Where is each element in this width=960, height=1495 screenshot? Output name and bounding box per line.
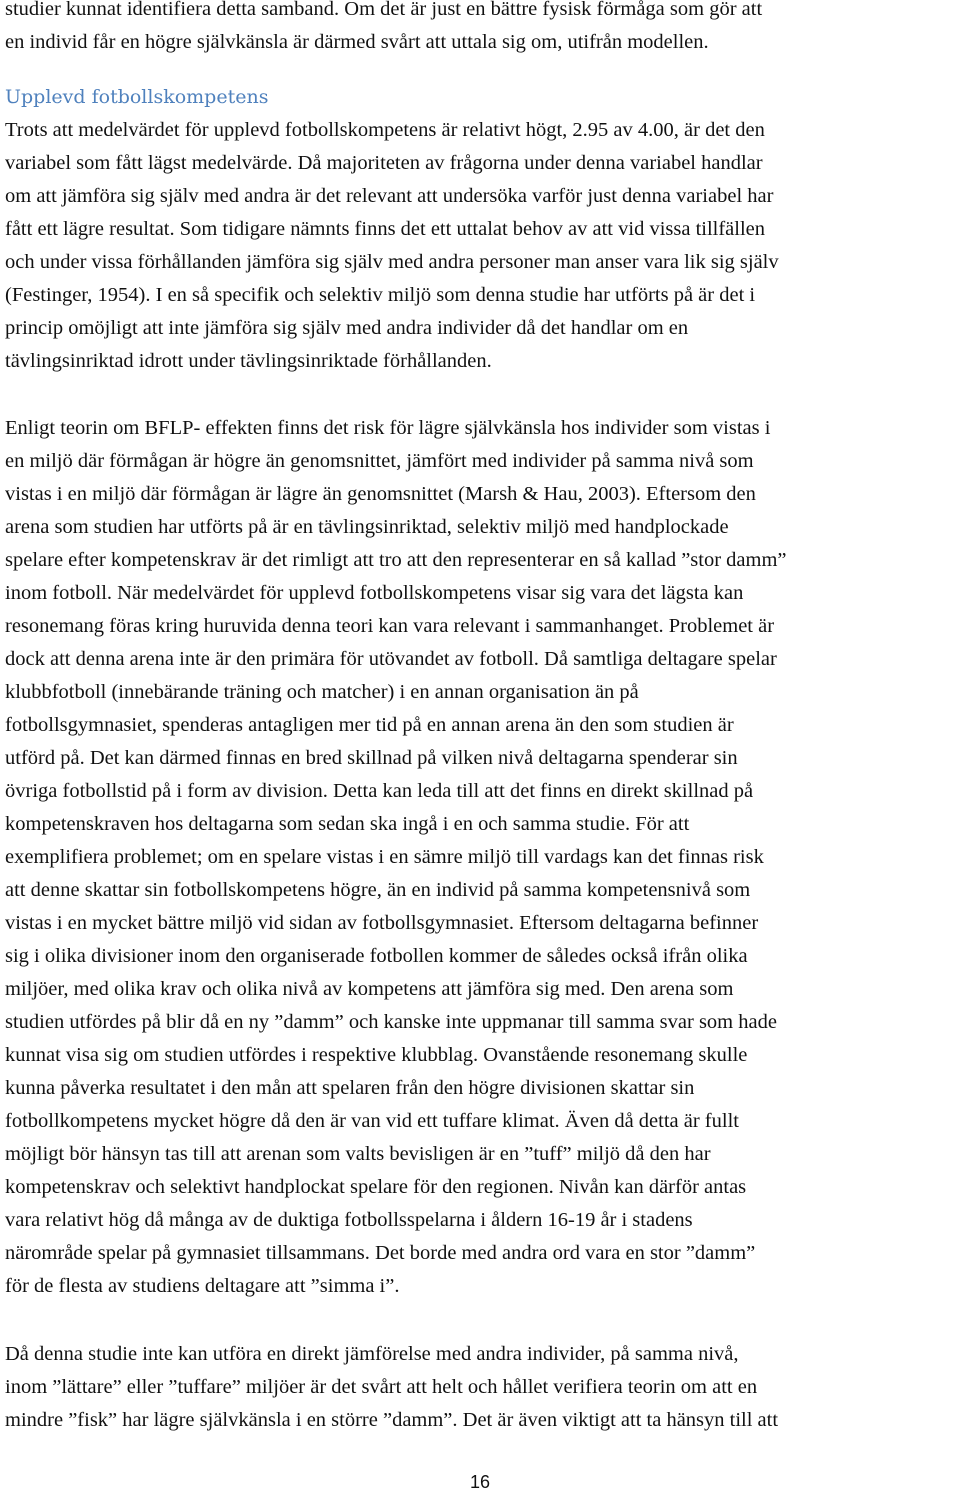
text-line: miljöer, med olika krav och olika nivå av kompetens att jämföra sig med. Den arena som bbox=[5, 978, 734, 1000]
text-line: Enligt teorin om BFLP- effekten finns det risk för lägre självkänsla hos individer som vistas i bbox=[5, 417, 771, 439]
text-line: Då denna studie inte kan utföra en direkt jämförelse med andra individer, på samma nivå, bbox=[5, 1343, 739, 1365]
text-line: variabel som fått lägst medelvärde. Då majoriteten av frågorna under denna variabel handlar bbox=[5, 152, 763, 174]
text-line: möjligt bör hänsyn tas till att arenan som valts bevisligen är en ”tuff” miljö då den har bbox=[5, 1143, 711, 1165]
text-line: för de flesta av studiens deltagare att ”simma i”. bbox=[5, 1275, 400, 1297]
text-line: arena som studien har utförts på är en tävlingsinriktad, selektiv miljö med handplockade bbox=[5, 516, 729, 538]
section-heading: Upplevd fotbollskompetens bbox=[5, 86, 269, 108]
text-line: vara relativt hög då många av de duktiga fotbollsspelarna i åldern 16-19 år i stadens bbox=[5, 1209, 693, 1231]
text-line: utförd på. Det kan därmed finnas en bred skillnad på vilken nivå deltagarna spenderar sin bbox=[5, 747, 738, 769]
text-line: fotbollkompetens mycket högre då den är van vid ett tuffare klimat. Även då detta är fullt bbox=[5, 1110, 739, 1132]
text-line: (Festinger, 1954). I en så specifik och selektiv miljö som denna studie har utförts på är det i bbox=[5, 284, 756, 306]
text-line: dock att denna arena inte är den primära för utövandet av fotboll. Då samtliga deltagare spelar bbox=[5, 648, 777, 670]
text-line: vistas i en mycket bättre miljö vid sidan av fotbollsgymnasiet. Eftersom deltagarna befinner bbox=[5, 912, 759, 934]
page-number: 16 bbox=[469, 1472, 491, 1492]
text-line: sig i olika divisioner inom den organiserade fotbollen kommer de således också ifrån olika bbox=[5, 945, 748, 967]
text-line: övriga fotbollstid på i form av division. Detta kan leda till att det finns en direkt skillnad på bbox=[5, 780, 754, 802]
text-line: tävlingsinriktad idrott under tävlingsinriktade förhållanden. bbox=[5, 350, 492, 372]
text-line: kompetenskrav och selektivt handplockat spelare för den regionen. Nivån kan därför antas bbox=[5, 1176, 747, 1198]
paragraph-bflp bbox=[5, 412, 955, 1303]
text-line: fotbollsgymnasiet, spenderas antagligen mer tid på en annan arena än den som studien är bbox=[5, 714, 734, 736]
text-line: vistas i en miljö där förmågan är lägre än genomsnittet (Marsh & Hau, 2003). Eftersom den bbox=[5, 483, 756, 505]
text-line: kunnat visa sig om studien utfördes i respektive klubblag. Ovanstående resonemang skulle bbox=[5, 1044, 748, 1066]
section-upplevd-fotbollskompetens bbox=[5, 81, 955, 378]
text-line: klubbfotboll (innebärande träning och matcher) i en annan organisation än på bbox=[5, 681, 639, 703]
text-line: Trots att medelvärdet för upplevd fotbollskompetens är relativt högt, 2.95 av 4.00, är det den bbox=[5, 119, 765, 141]
text-line: kunna påverka resultatet i den mån att spelaren från den högre divisionen skattar sin bbox=[5, 1077, 695, 1099]
text-line: en individ får en högre självkänsla är därmed svårt att uttala sig om, utifrån modellen. bbox=[5, 31, 709, 53]
text-line: en miljö där förmågan är högre än genomsnittet, jämfört med individer på samma nivå som bbox=[5, 450, 754, 472]
text-line: inom ”lättare” eller ”tuffare” miljöer är det svårt att helt och hållet verifiera teorin om att en bbox=[5, 1376, 758, 1398]
text-line: princip omöjligt att inte jämföra sig själv med andra individer då det handlar om en bbox=[5, 317, 689, 339]
text-line: exemplifiera problemet; om en spelare vistas i en sämre miljö till vardags kan det finnas risk bbox=[5, 846, 764, 868]
text-line: att denne skattar sin fotbollskompetens högre, än en individ på samma kompetensnivå som bbox=[5, 879, 751, 901]
text-line: kompetenskraven hos deltagarna som sedan ska ingå i en och samma studie. För att bbox=[5, 813, 690, 835]
paragraph-jamforelse bbox=[5, 1338, 955, 1437]
text-line: studier kunnat identifiera detta samband. Om det är just en bättre fysisk förmåga som gör att bbox=[5, 0, 763, 20]
text-line: och under vissa förhållanden jämföra sig själv med andra personer man anser vara lik sig själv bbox=[5, 251, 779, 273]
text-line: studien utfördes på blir då en ny ”damm” och kanske inte uppmanar till samma svar som hade bbox=[5, 1011, 777, 1033]
intro-paragraph bbox=[5, 0, 955, 59]
text-line: mindre ”fisk” har lägre självkänsla i en större ”damm”. Det är även viktigt att ta hänsyn till att bbox=[5, 1409, 779, 1431]
text-line: inom fotboll. När medelvärdet för upplevd fotbollskompetens visar sig vara det lägsta kan bbox=[5, 582, 744, 604]
text-line: fått ett lägre resultat. Som tidigare nämnts finns det ett uttalat behov av att vid vissa tillfällen bbox=[5, 218, 766, 240]
text-line: spelare efter kompetenskrav är det rimligt att tro att den representerar en så kallad ”stor damm” bbox=[5, 549, 787, 571]
text-line: om att jämföra sig själv med andra är det relevant att undersöka varför just denna variabel har bbox=[5, 185, 774, 207]
text-line: närområde spelar på gymnasiet tillsammans. Det borde med andra ord vara en stor ”damm” bbox=[5, 1242, 756, 1264]
text-line: resonemang föras kring huruvida denna teori kan vara relevant i sammanhanget. Problemet är bbox=[5, 615, 775, 637]
